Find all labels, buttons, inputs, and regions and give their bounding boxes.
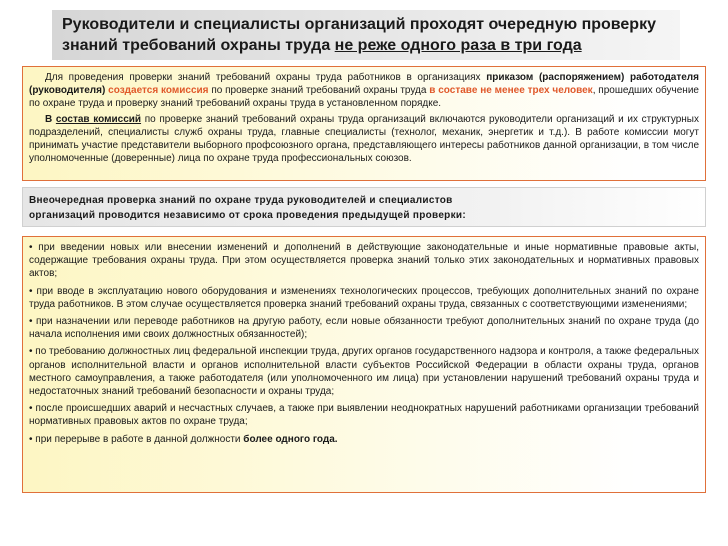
list-item: • при введении новых или внесении изменений и дополнений в действующие законодательные и иные нормативные правовые акты, содержащие требования охраны труда. При этом осуществляется проверка знаний только этих законодательных и нормативных правовых актов; (29, 242, 699, 280)
intro-line1: Внеочередная проверка знаний по охране труда руководителей и специалистов (29, 195, 453, 206)
list-item: • по требованию должностных лиц федеральной инспекции труда, других органов государственного надзора и контроля, а также федеральных органов исполнительной власти и органов исполнительной власти субъектов Российской Федерации в области охраны труда, органов местного самоуправления, а также работодателя (или уполномоченного им лица) при установлении нарушений требований охраны труда и недостаточных знаний требований безопасности и охраны труда; (29, 346, 699, 398)
conditions-list-box (22, 236, 706, 493)
list-item: • после происшедших аварий и несчастных случаев, а также при выявлении неоднократных нарушений работниками организации требований нормативных правовых актов по охране труда; (29, 403, 699, 428)
list-item-last (29, 433, 699, 446)
last-item-bold: более одного года. (243, 433, 338, 445)
title-underlined: не реже одного раза в три года (334, 37, 582, 54)
para1-text2: по проверке знаний требований охраны труда (208, 85, 430, 97)
extraordinary-check-heading (22, 187, 706, 227)
para1-highlight2: в составе не менее трех человек (429, 85, 593, 97)
para1-text3: , прошедших обучение по охране труда и проверку знаний требований охраны труда в установленном порядке. (29, 85, 699, 110)
composition-paragraph (29, 113, 699, 166)
list-item: • при назначении или переводе работников на другую работу, если новые обязанности требуют дополнительных знаний по охране труда (до начала исполнения ими своих должностных обязанностей); (29, 316, 699, 341)
last-item-text: • при перерыве в работе в данной должности (29, 433, 244, 445)
commission-info-box (22, 66, 706, 181)
commission-paragraph (29, 71, 699, 111)
para2-underlined: состав комиссий (55, 113, 142, 125)
title-text: Руководители и специалисты организаций проходят очередную проверку знаний требований охраны труда (62, 16, 656, 54)
page-title (52, 10, 680, 60)
para1-highlight1: создается комиссия (108, 85, 209, 97)
para1-text1: Для проведения проверки знаний требований охраны труда работников в организациях (45, 72, 487, 83)
para2-text: по проверке знаний требований охраны труда организаций включаются руководители организаций и их структурных подразделений, специалисты служб охраны труда, главные специалисты (технолог, механик, энергетик и т.д.). В работе комиссии могут принимать участие представители выборного профсоюзного органа, представляющего интересы работников данной организации, в том числе уполномоченные (доверенные) лица по охране труда профессиональных союзов. (29, 113, 699, 165)
intro-line2: организаций проводится независимо от срока проведения предыдущей проверки: (29, 210, 466, 221)
para1-bold: приказом (распоряжением) работодателя (руководителя) (29, 72, 699, 97)
list-item: • при вводе в эксплуатацию нового оборудования и изменениях технологических процессов, требующих дополнительных знаний по охране труда работников. В этом случае осуществляется проверка знаний требований охраны труда, связанных с соответствующими изменениями; (29, 285, 699, 310)
para2-bold: В (45, 113, 56, 125)
